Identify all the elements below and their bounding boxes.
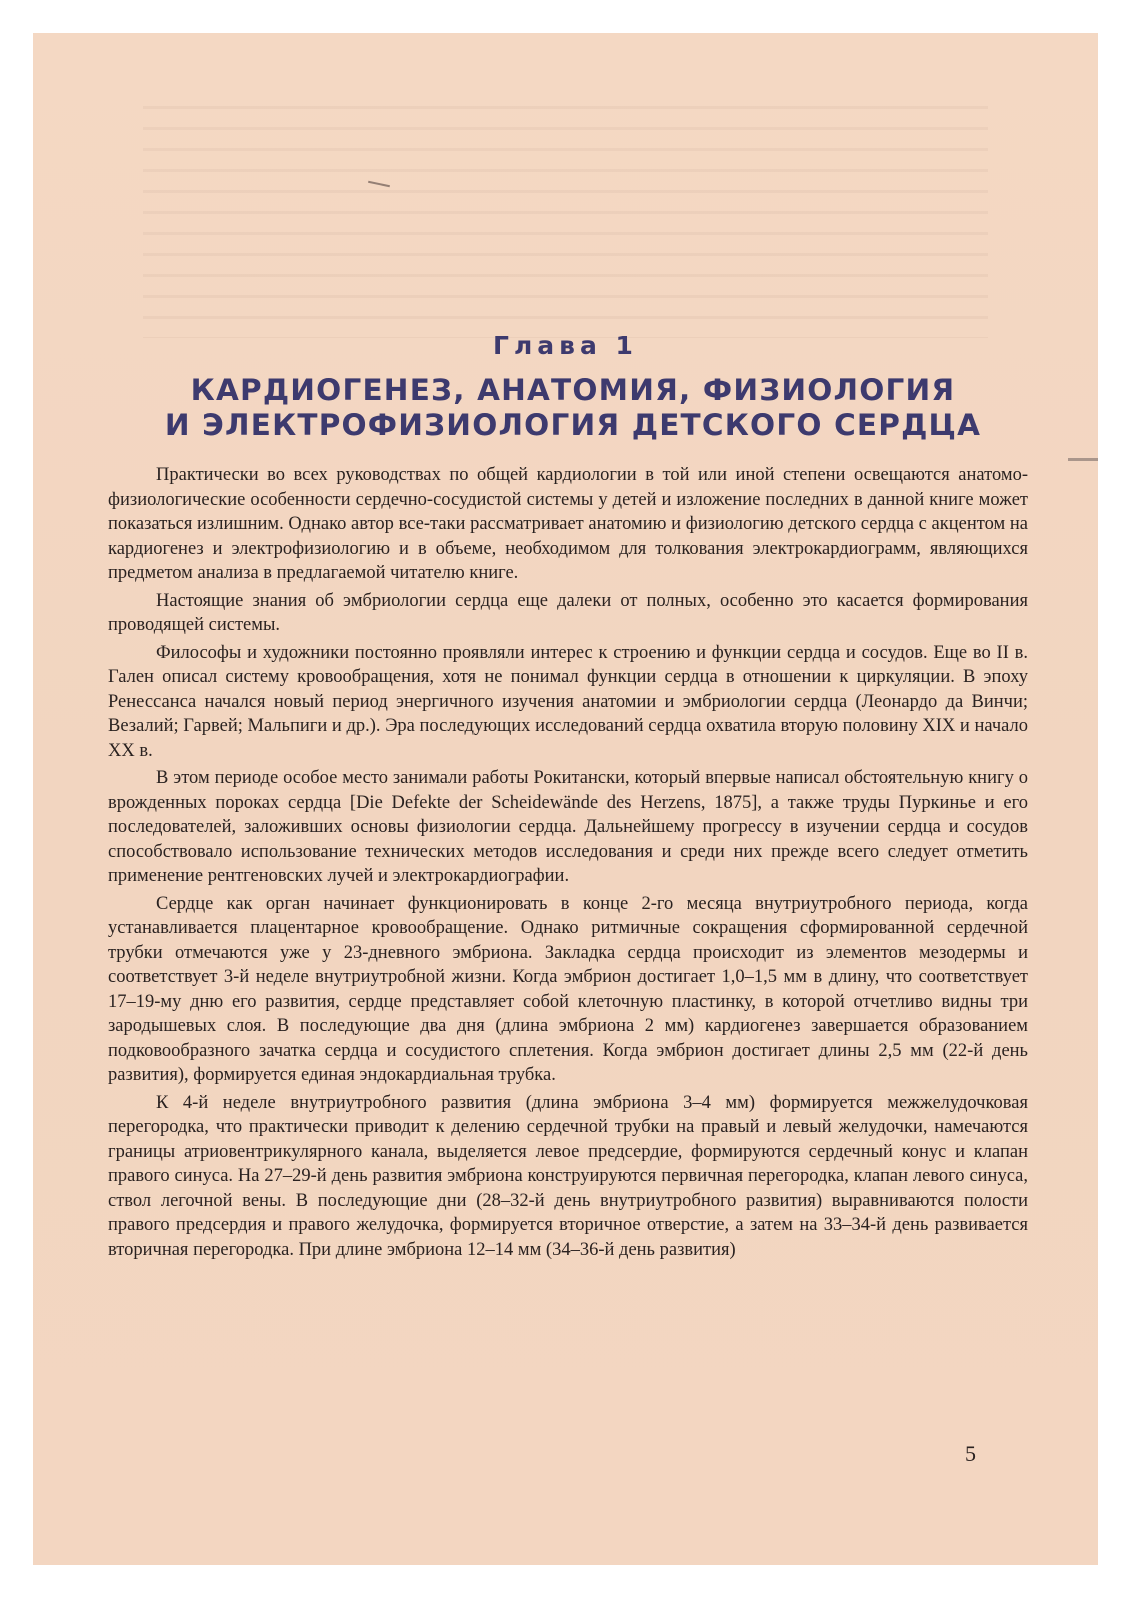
chapter-title [113, 373, 1033, 443]
chapter-title-line-2: И ЭЛЕКТРОФИЗИОЛОГИЯ ДЕТСКОГО СЕРДЦА [164, 408, 982, 442]
scanned-page [33, 33, 1098, 1565]
bleed-through-text [143, 88, 988, 338]
paragraph: В этом периоде особое место занимали работы Рокитански, который впервые написал обстоятельную книгу о врожденных пороках сердца [Die Defekte der Scheidewände des Herzens, 1875], а также труды Пуркинье и его последователей, заложивших основы физиологии сердца. Дальнейшему прогрессу в изучении сердца и сосудов способствовало использование технических методов исследования и среди них прежде всего следует отметить применение рентгеновских лучей и электрокардиографии. [108, 768, 1028, 886]
paragraph: Практически во всех руководствах по общей кардиологии в той или иной степени освещаются анатомо-физиологические особенности сердечно-сосудистой системы у детей и изложение последних в данной книге может показаться излишним. Однако автор все-таки рассматривает анатомию и физиологию детского сердца с акцентом на кардиогенез и электрофизиологию и в объеме, необходимом для толкования электрокардиограмм, являющихся предметом анализа в предлагаемой читателю книге. [108, 465, 1028, 583]
paragraph: Настоящие знания об эмбриологии сердца еще далеки от полных, особенно это касается формирования проводящей системы. [108, 590, 1028, 635]
page-number: 5 [965, 1441, 976, 1466]
paragraph: К 4-й неделе внутриутробного развития (длина эмбриона 3–4 мм) формируется межжелудочковая перегородка, что практически приводит к делению сердечной трубки на правый и левый желудочки, намечаются границы атриовентрикулярного канала, выделяется левое предсердие, формируются сердечный конус и клапан правого синуса. На 27–29-й день развития эмбриона конструируются первичная перегородка, клапан левого синуса, ствол легочной вены. В последующие дни (28–32-й день внутриутробного развития) выравниваются полости правого предсердия и правого желудочка, формируется вторичное отверстие, а затем на 33–34-й день развивается вторичная перегородка. При длине эмбриона 12–14 мм (34–36-й день развития) [108, 1092, 1028, 1260]
body-text [108, 463, 1028, 1265]
paragraph: Сердце как орган начинает функционировать в конце 2-го месяца внутриутробного периода, когда устанавливается плацентарное кровообращение. Однако ритмичные сокращения сформированной сердечной трубки отмечаются уже у 23-дневного эмбриона. Закладка сердца происходит из элементов мезодермы и соответствует 3-й неделе внутриутробной жизни. Когда эмбрион достигает 1,0–1,5 мм в длину, что соответствует 17–19-му дню его развития, сердце представляет собой клеточную пластинку, в которой отчетливо видны три зародышевых слоя. В последующие два дня (длина эмбриона 2 мм) кардиогенез завершается образованием подковообразного зачатка сердца и сосудистого сплетения. Когда эмбрион достигает длины 2,5 мм (22-й день развития), формируется единая эндокардиальная трубка. [108, 893, 1028, 1085]
chapter-label: Глава 1 [493, 331, 638, 360]
margin-mark [1068, 458, 1098, 461]
paragraph: Философы и художники постоянно проявляли интерес к строению и функции сердца и сосудов. Еще во II в. Гален описал систему кровообращения, хотя не понимал функции сердца в отношении к циркуляции. В эпоху Ренессанса начался новый период энергичного изучения анатомии и эмбриологии сердца (Леонардо да Винчи; Везалий; Гарвей; Мальпиги и др.). Эра последующих исследований сердца охватила вторую половину XIX и начало XX в. [108, 642, 1028, 761]
chapter-title-line-1: КАРДИОГЕНЕЗ, АНАТОМИЯ, ФИЗИОЛОГИЯ [190, 373, 956, 407]
